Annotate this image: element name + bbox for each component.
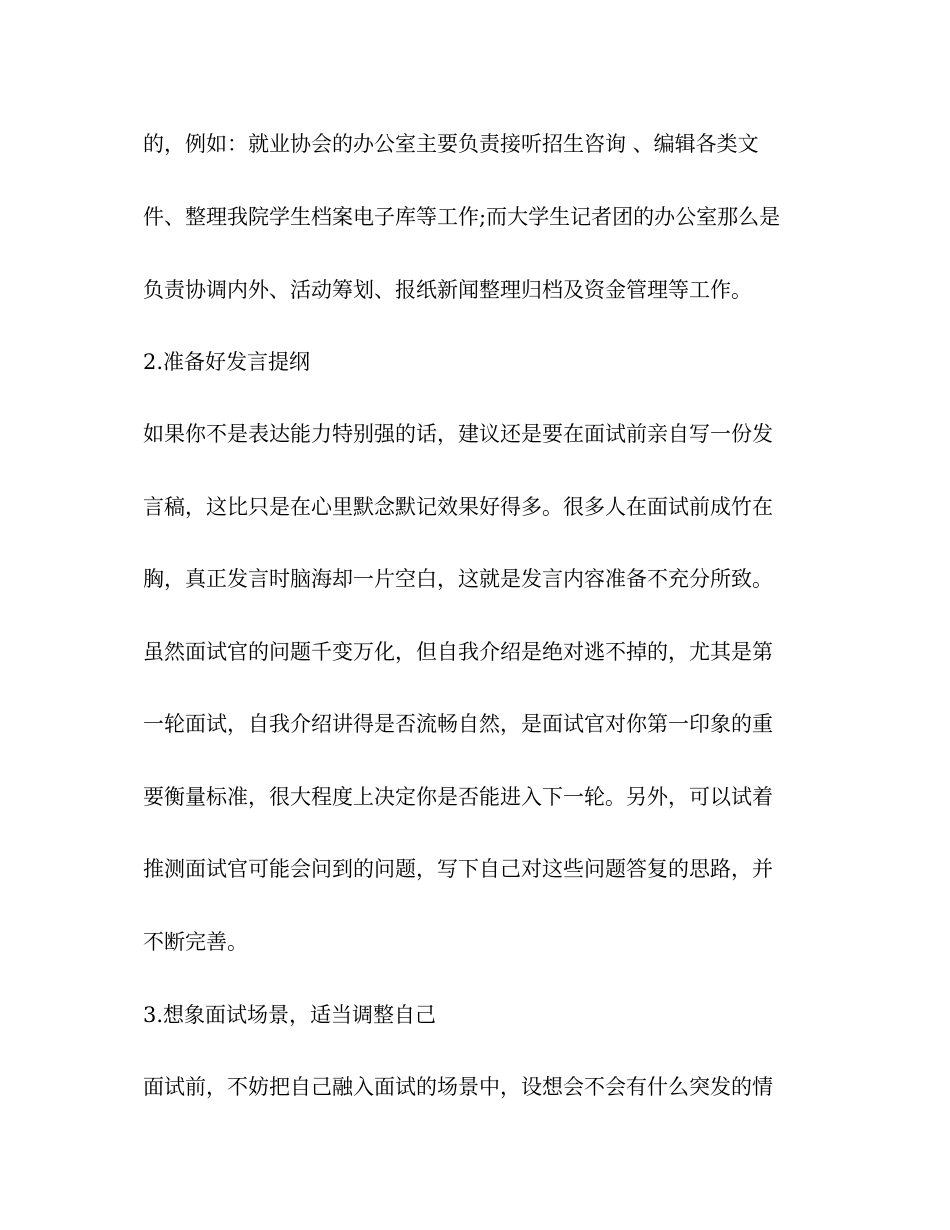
text-line: 推测面试官可能会问到的问题，写下自己对这些问题答复的思路，并 <box>143 857 773 881</box>
text-line: 要衡量标准，很大程度上决定你是否能进入下一轮。另外，可以试着 <box>143 785 773 809</box>
text-line: 不断完善。 <box>143 930 248 954</box>
section-heading: 3.想象面试场景，适当调整自己 <box>143 1003 437 1027</box>
text-line: 件、整理我院学生档案电子库等工作;而大学生记者团的办公室那么是 <box>143 205 781 229</box>
text-line: 如果你不是表达能力特别强的话，建议还是要在面试前亲自写一份发 <box>143 422 773 446</box>
text-line: 的，例如：就业协会的办公室主要负责接听招生咨询 、编辑各类文 <box>143 132 759 156</box>
text-line: 面试前，不妨把自己融入面试的场景中，设想会不会有什么突发的情 <box>143 1075 773 1099</box>
text-line: 虽然面试官的问题千变万化，但自我介绍是绝对逃不掉的，尤其是第 <box>143 640 773 664</box>
text-line: 负责协调内外、活动筹划、报纸新闻整理归档及资金管理等工作。 <box>143 278 752 302</box>
section-heading: 2.准备好发言提纲 <box>143 350 311 374</box>
text-line: 胸，真正发言时脑海却一片空白，这就是发言内容准备不充分所致。 <box>143 567 773 591</box>
text-line: 言稿，这比只是在心里默念默记效果好得多。很多人在面试前成竹在 <box>143 495 773 519</box>
text-line: 一轮面试，自我介绍讲得是否流畅自然，是面试官对你第一印象的重 <box>143 712 773 736</box>
